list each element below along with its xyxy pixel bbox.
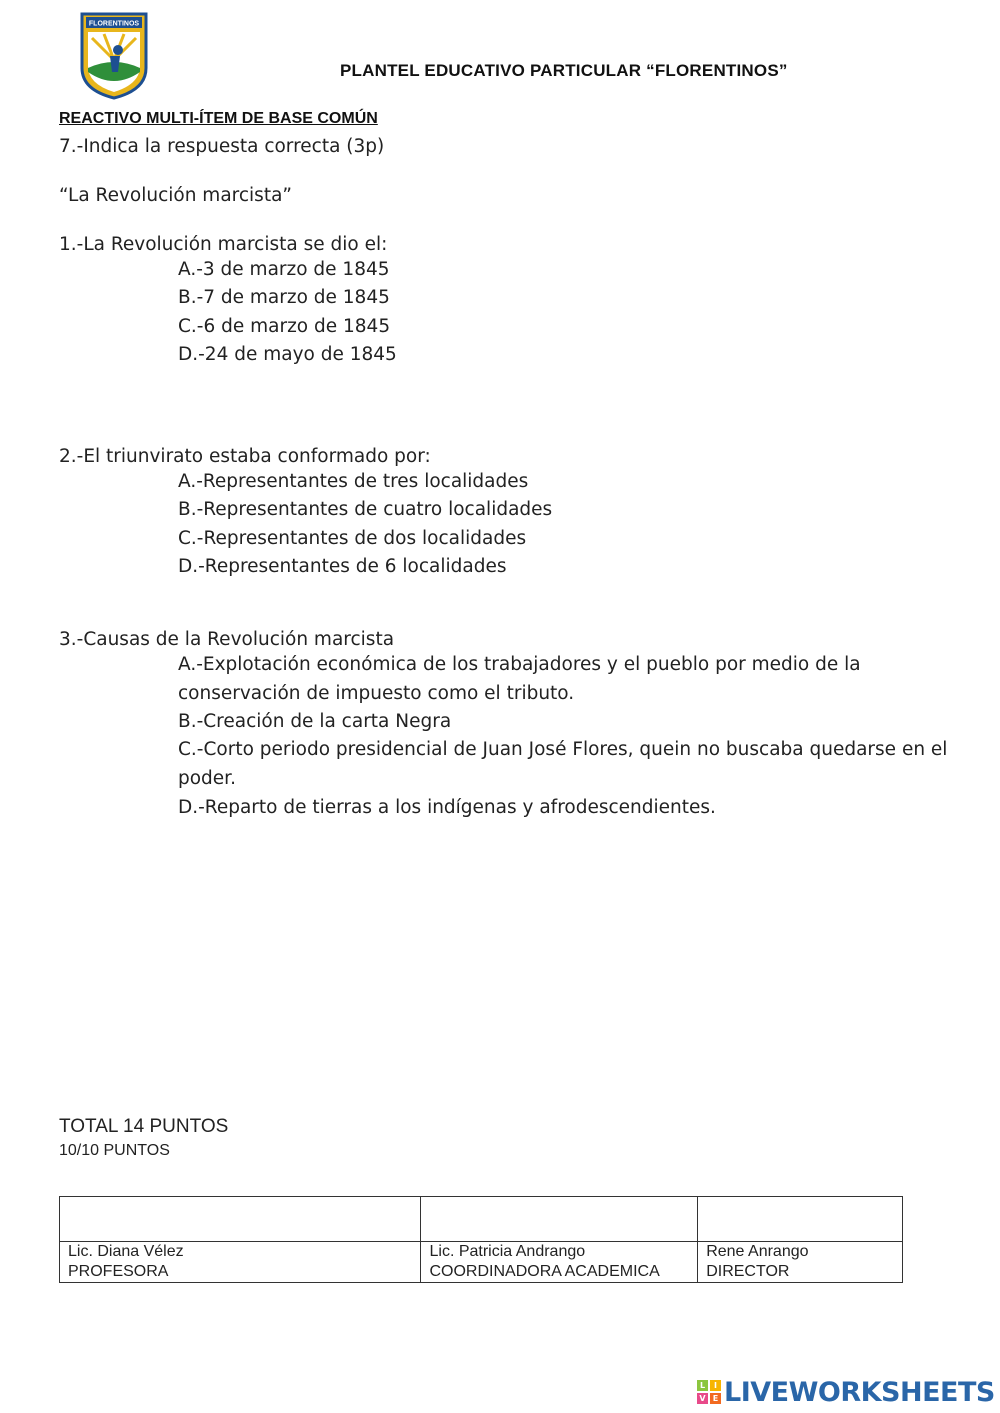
signature-name: Lic. Diana Vélez [68,1243,184,1260]
topic-title: “La Revolución marcista” [59,185,292,206]
brand-letter: E [710,1393,721,1404]
liveworksheets-logo-icon [697,1380,721,1404]
score: 10/10 PUNTOS [59,1142,170,1159]
question-2: 2.-El triunvirato estaba conformado por: [59,446,431,467]
signature-name: Lic. Patricia Andrango [429,1243,586,1260]
signature-director [698,1242,903,1283]
brand-letter: L [697,1380,708,1391]
question-3-option-c[interactable]: C.-Corto periodo presidencial de Juan José Flores, quein no buscaba quedarse en el poder. [178,739,948,789]
signature-coordinator [421,1242,698,1283]
signature-cell [421,1197,698,1242]
school-logo [80,12,148,100]
signature-cell [60,1197,421,1242]
signature-table [59,1196,903,1283]
signature-teacher [60,1242,421,1283]
question-2-option-a[interactable]: A.-Representantes de tres localidades [178,471,529,492]
signature-role: PROFESORA [68,1263,169,1280]
question-2-option-d[interactable]: D.-Representantes de 6 localidades [178,556,507,577]
liveworksheets-name: LIVEWORKSHEETS [724,1376,995,1408]
school-name: PLANTEL EDUCATIVO PARTICULAR “FLORENTINOS” [340,61,788,80]
total-points: TOTAL 14 PUNTOS [59,1116,229,1137]
signature-role: DIRECTOR [706,1263,790,1280]
question-2-option-b[interactable]: B.-Representantes de cuatro localidades [178,499,553,520]
instruction: 7.-Indica la respuesta correcta (3p) [59,136,385,157]
question-1-option-c[interactable]: C.-6 de marzo de 1845 [178,316,391,337]
signature-name: Rene Anrango [706,1243,809,1260]
liveworksheets-brand [697,1376,995,1408]
question-1: 1.-La Revolución marcista se dio el: [59,234,388,255]
question-3: 3.-Causas de la Revolución marcista [59,629,395,650]
question-3-option-d[interactable]: D.-Reparto de tierras a los indígenas y afrodescendientes. [178,797,716,818]
logo-text: FLORENTINOS [88,20,140,28]
signature-role: COORDINADORA ACADEMICA [429,1263,660,1280]
question-3-option-b[interactable]: B.-Creación de la carta Negra [178,711,452,732]
section-title: REACTIVO MULTI-ÍTEM DE BASE COMÚN [59,110,378,127]
question-3-option-a[interactable]: A.-Explotación económica de los trabajadores y el pueblo por medio de la conservación de impuesto como el tributo. [178,654,861,704]
question-1-option-a[interactable]: A.-3 de marzo de 1845 [178,259,390,280]
question-1-option-b[interactable]: B.-7 de marzo de 1845 [178,287,390,308]
signature-cell [698,1197,903,1242]
question-2-option-c[interactable]: C.-Representantes de dos localidades [178,528,527,549]
brand-letter: V [697,1393,708,1404]
brand-letter: I [710,1380,721,1391]
question-1-option-d[interactable]: D.-24 de mayo de 1845 [178,344,397,365]
